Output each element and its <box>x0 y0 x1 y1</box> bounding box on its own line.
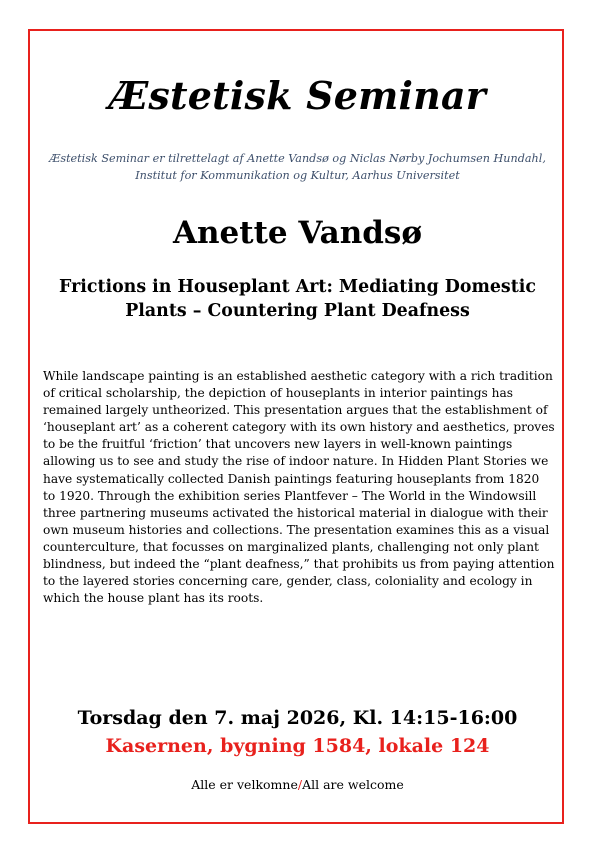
seminar-title: Æstetisk Seminar <box>108 73 487 118</box>
organizers-line-1: Æstetisk Seminar er tilrettelagt af Anette Vandsø og Niclas Nørby Jochumsen Hundahl, <box>49 152 546 165</box>
speaker-name: Anette Vandsø <box>172 215 423 251</box>
welcome-english: All are welcome <box>302 777 404 792</box>
organizers-note <box>36 150 559 184</box>
welcome-line <box>0 776 595 794</box>
talk-abstract: While landscape painting is an established aesthetic category with a rich tradition of critical scholarship, the depiction of houseplants in interior paintings has remained largely untheorized. This presentation argues that the establishment of ‘houseplant art’ as a coherent category with its own history and aesthetics, proves to be the fruitful ‘friction’ that uncovers new layers in well-known paintings allowing us to see and study the rise of indoor nature. In Hidden Plant Stories we have systematically collected Danish paintings featuring houseplants from 1820 to 1920. Through the exhibition series Plantfever – The World in the Windowsill three partnering museums activated the historical material in dialogue with their own museum histories and collections. The presentation examines this as a visual counterculture, that focusses on marginalized plants, challenging not only plant blindness, but indeed the “plant deafness,” that prohibits us from paying attention to the layered stories concerning care, gender, class, coloniality and ecology in which the house plant has its roots. <box>43 369 555 606</box>
organizers-line-2: Institut for Kommunikation og Kultur, Aarhus Universitet <box>135 169 460 182</box>
talk-title: Frictions in Houseplant Art: Mediating Domestic Plants – Countering Plant Deafness <box>59 277 536 321</box>
event-location: Kasernen, bygning 1584, lokale 124 <box>105 735 490 757</box>
welcome-danish: Alle er velkomne <box>191 777 298 792</box>
event-date-time: Torsdag den 7. maj 2026, Kl. 14:15-16:00 <box>77 707 518 729</box>
welcome-separator: / <box>297 777 303 792</box>
